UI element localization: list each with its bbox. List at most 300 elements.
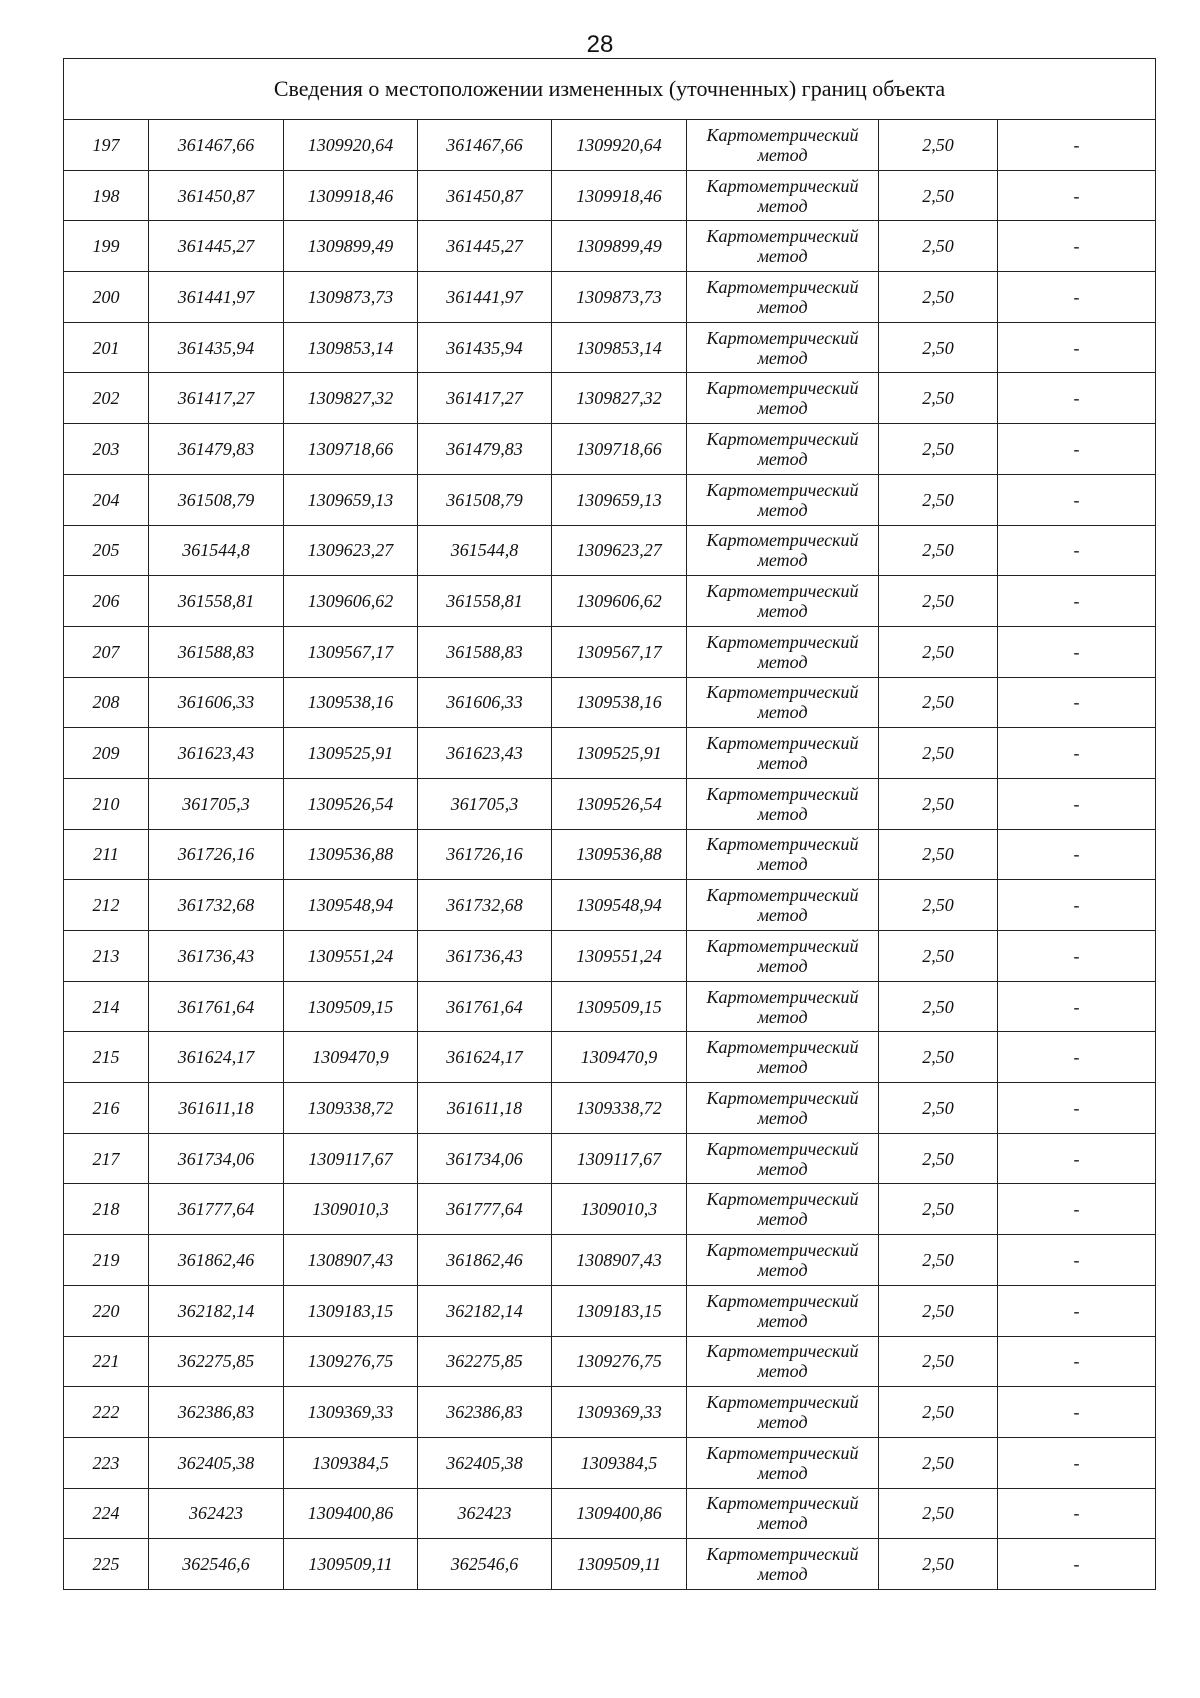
note-cell: -: [998, 221, 1156, 272]
refined-y-cell: 1309538,16: [552, 677, 687, 728]
method-line-1: Картометрический: [706, 327, 859, 348]
existing-x-cell: 361761,64: [149, 981, 284, 1032]
refined-x-cell: 361862,46: [418, 1235, 552, 1286]
accuracy-cell: 2,50: [879, 373, 998, 424]
note-cell: -: [998, 981, 1156, 1032]
method-line-2: метод: [757, 195, 808, 216]
method-cell: [687, 1285, 879, 1336]
method-line-2: метод: [757, 1361, 808, 1382]
method-line-1: Картометрический: [706, 682, 859, 703]
method-line-1: Картометрический: [706, 1392, 859, 1413]
method-line-1: Картометрический: [706, 1341, 859, 1362]
existing-x-cell: 361624,17: [149, 1032, 284, 1083]
accuracy-cell: 2,50: [879, 525, 998, 576]
method-cell: [687, 1032, 879, 1083]
table-row: [64, 1285, 1156, 1336]
point-number-cell: 216: [64, 1083, 149, 1134]
point-number-cell: 221: [64, 1336, 149, 1387]
point-number-cell: 205: [64, 525, 149, 576]
note-cell: -: [998, 373, 1156, 424]
existing-x-cell: 361726,16: [149, 829, 284, 880]
existing-y-cell: 1308907,43: [284, 1235, 418, 1286]
refined-y-cell: 1309470,9: [552, 1032, 687, 1083]
method-line-2: метод: [757, 550, 808, 571]
point-number-cell: 213: [64, 931, 149, 982]
existing-y-cell: 1309338,72: [284, 1083, 418, 1134]
existing-y-cell: 1309526,54: [284, 778, 418, 829]
existing-x-cell: 361450,87: [149, 170, 284, 221]
page-number: 28: [586, 31, 614, 58]
method-line-2: метод: [757, 905, 808, 926]
method-cell: [687, 1083, 879, 1134]
note-cell: -: [998, 1437, 1156, 1488]
refined-y-cell: 1309920,64: [552, 120, 687, 171]
method-line-1: Картометрический: [706, 428, 859, 449]
refined-y-cell: 1309548,94: [552, 880, 687, 931]
point-number-cell: 198: [64, 170, 149, 221]
existing-y-cell: 1309470,9: [284, 1032, 418, 1083]
method-line-1: Картометрический: [706, 530, 859, 551]
accuracy-cell: 2,50: [879, 1133, 998, 1184]
method-cell: [687, 728, 879, 779]
refined-x-cell: 361726,16: [418, 829, 552, 880]
refined-x-cell: 362405,38: [418, 1437, 552, 1488]
method-line-2: метод: [757, 702, 808, 723]
point-number-cell: 200: [64, 272, 149, 323]
existing-x-cell: 361435,94: [149, 322, 284, 373]
existing-x-cell: 361588,83: [149, 626, 284, 677]
method-line-1: Картометрический: [706, 175, 859, 196]
refined-x-cell: 361606,33: [418, 677, 552, 728]
note-cell: -: [998, 576, 1156, 627]
table-row: [64, 525, 1156, 576]
refined-x-cell: 361435,94: [418, 322, 552, 373]
table-row: [64, 120, 1156, 171]
table-row: [64, 1032, 1156, 1083]
method-line-2: метод: [757, 1412, 808, 1433]
accuracy-cell: 2,50: [879, 677, 998, 728]
refined-y-cell: 1309659,13: [552, 474, 687, 525]
point-number-cell: 211: [64, 829, 149, 880]
method-cell: [687, 322, 879, 373]
accuracy-cell: 2,50: [879, 576, 998, 627]
existing-y-cell: 1309873,73: [284, 272, 418, 323]
existing-x-cell: 361862,46: [149, 1235, 284, 1286]
method-line-1: Картометрический: [706, 1493, 859, 1514]
point-number-cell: 219: [64, 1235, 149, 1286]
method-line-1: Картометрический: [706, 1290, 859, 1311]
method-cell: [687, 931, 879, 982]
refined-x-cell: 361450,87: [418, 170, 552, 221]
note-cell: -: [998, 474, 1156, 525]
method-line-2: метод: [757, 1564, 808, 1585]
accuracy-cell: 2,50: [879, 1184, 998, 1235]
accuracy-cell: 2,50: [879, 728, 998, 779]
method-cell: [687, 576, 879, 627]
refined-y-cell: 1309010,3: [552, 1184, 687, 1235]
method-line-2: метод: [757, 347, 808, 368]
accuracy-cell: 2,50: [879, 120, 998, 171]
table-row: [64, 1539, 1156, 1590]
existing-y-cell: 1309183,15: [284, 1285, 418, 1336]
refined-y-cell: 1309338,72: [552, 1083, 687, 1134]
refined-y-cell: 1309117,67: [552, 1133, 687, 1184]
accuracy-cell: 2,50: [879, 1387, 998, 1438]
existing-x-cell: 361544,8: [149, 525, 284, 576]
note-cell: -: [998, 272, 1156, 323]
table-row: [64, 272, 1156, 323]
note-cell: -: [998, 778, 1156, 829]
existing-y-cell: 1309920,64: [284, 120, 418, 171]
accuracy-cell: 2,50: [879, 1336, 998, 1387]
accuracy-cell: 2,50: [879, 880, 998, 931]
method-cell: [687, 1437, 879, 1488]
table-row: [64, 677, 1156, 728]
accuracy-cell: 2,50: [879, 1235, 998, 1286]
point-number-cell: 215: [64, 1032, 149, 1083]
refined-y-cell: 1309567,17: [552, 626, 687, 677]
refined-y-cell: 1308907,43: [552, 1235, 687, 1286]
refined-x-cell: 361558,81: [418, 576, 552, 627]
existing-y-cell: 1309899,49: [284, 221, 418, 272]
accuracy-cell: 2,50: [879, 1285, 998, 1336]
point-number-cell: 224: [64, 1488, 149, 1539]
method-cell: [687, 1235, 879, 1286]
method-line-2: метод: [757, 601, 808, 622]
note-cell: -: [998, 728, 1156, 779]
refined-y-cell: 1309536,88: [552, 829, 687, 880]
method-line-1: Картометрический: [706, 986, 859, 1007]
method-cell: [687, 1488, 879, 1539]
method-line-2: метод: [757, 955, 808, 976]
method-cell: [687, 424, 879, 475]
accuracy-cell: 2,50: [879, 626, 998, 677]
note-cell: -: [998, 677, 1156, 728]
refined-x-cell: 361734,06: [418, 1133, 552, 1184]
existing-x-cell: 362423: [149, 1488, 284, 1539]
note-cell: -: [998, 1336, 1156, 1387]
refined-x-cell: 362275,85: [418, 1336, 552, 1387]
accuracy-cell: 2,50: [879, 170, 998, 221]
note-cell: -: [998, 120, 1156, 171]
refined-x-cell: 362182,14: [418, 1285, 552, 1336]
note-cell: -: [998, 1387, 1156, 1438]
method-line-1: Картометрический: [706, 935, 859, 956]
note-cell: -: [998, 1235, 1156, 1286]
method-cell: [687, 1133, 879, 1184]
accuracy-cell: 2,50: [879, 221, 998, 272]
existing-y-cell: 1309010,3: [284, 1184, 418, 1235]
table-row: [64, 1336, 1156, 1387]
method-line-2: метод: [757, 1462, 808, 1483]
method-line-2: метод: [757, 1057, 808, 1078]
note-cell: -: [998, 1488, 1156, 1539]
table-title: Сведения о местоположении измененных (уточненных) границ объекта: [64, 59, 1156, 120]
refined-y-cell: 1309384,5: [552, 1437, 687, 1488]
table-row: [64, 880, 1156, 931]
table-row: [64, 1437, 1156, 1488]
point-number-cell: 214: [64, 981, 149, 1032]
refined-y-cell: 1309369,33: [552, 1387, 687, 1438]
accuracy-cell: 2,50: [879, 322, 998, 373]
refined-y-cell: 1309899,49: [552, 221, 687, 272]
table-row: [64, 576, 1156, 627]
existing-y-cell: 1309918,46: [284, 170, 418, 221]
existing-y-cell: 1309369,33: [284, 1387, 418, 1438]
accuracy-cell: 2,50: [879, 1032, 998, 1083]
table-row: [64, 829, 1156, 880]
method-line-1: Картометрический: [706, 834, 859, 855]
note-cell: -: [998, 626, 1156, 677]
refined-x-cell: 361736,43: [418, 931, 552, 982]
refined-y-cell: 1309718,66: [552, 424, 687, 475]
method-cell: [687, 1336, 879, 1387]
existing-x-cell: 361558,81: [149, 576, 284, 627]
existing-x-cell: 361734,06: [149, 1133, 284, 1184]
refined-x-cell: 361508,79: [418, 474, 552, 525]
refined-x-cell: 361445,27: [418, 221, 552, 272]
existing-y-cell: 1309623,27: [284, 525, 418, 576]
accuracy-cell: 2,50: [879, 778, 998, 829]
existing-y-cell: 1309606,62: [284, 576, 418, 627]
existing-y-cell: 1309384,5: [284, 1437, 418, 1488]
refined-x-cell: 361624,17: [418, 1032, 552, 1083]
point-number-cell: 218: [64, 1184, 149, 1235]
refined-y-cell: 1309873,73: [552, 272, 687, 323]
point-number-cell: 209: [64, 728, 149, 779]
note-cell: -: [998, 931, 1156, 982]
refined-x-cell: 361623,43: [418, 728, 552, 779]
method-line-2: метод: [757, 651, 808, 672]
note-cell: -: [998, 1539, 1156, 1590]
method-line-2: метод: [757, 1209, 808, 1230]
point-number-cell: 201: [64, 322, 149, 373]
method-cell: [687, 677, 879, 728]
method-line-1: Картометрический: [706, 1087, 859, 1108]
table-row: [64, 1133, 1156, 1184]
existing-y-cell: 1309853,14: [284, 322, 418, 373]
point-number-cell: 208: [64, 677, 149, 728]
existing-y-cell: 1309509,11: [284, 1539, 418, 1590]
method-line-2: метод: [757, 1158, 808, 1179]
accuracy-cell: 2,50: [879, 272, 998, 323]
method-cell: [687, 474, 879, 525]
method-line-1: Картометрический: [706, 581, 859, 602]
accuracy-cell: 2,50: [879, 1437, 998, 1488]
existing-y-cell: 1309551,24: [284, 931, 418, 982]
method-cell: [687, 170, 879, 221]
existing-y-cell: 1309567,17: [284, 626, 418, 677]
existing-y-cell: 1309548,94: [284, 880, 418, 931]
method-cell: [687, 272, 879, 323]
table-row: [64, 221, 1156, 272]
existing-y-cell: 1309827,32: [284, 373, 418, 424]
existing-y-cell: 1309538,16: [284, 677, 418, 728]
refined-y-cell: 1309400,86: [552, 1488, 687, 1539]
refined-x-cell: 361588,83: [418, 626, 552, 677]
note-cell: -: [998, 170, 1156, 221]
method-cell: [687, 981, 879, 1032]
existing-x-cell: 361705,3: [149, 778, 284, 829]
refined-x-cell: 361611,18: [418, 1083, 552, 1134]
point-number-cell: 206: [64, 576, 149, 627]
refined-y-cell: 1309853,14: [552, 322, 687, 373]
method-cell: [687, 120, 879, 171]
point-number-cell: 204: [64, 474, 149, 525]
note-cell: -: [998, 322, 1156, 373]
method-line-2: метод: [757, 803, 808, 824]
existing-y-cell: 1309525,91: [284, 728, 418, 779]
refined-y-cell: 1309827,32: [552, 373, 687, 424]
method-cell: [687, 221, 879, 272]
refined-x-cell: 361777,64: [418, 1184, 552, 1235]
table-row: [64, 474, 1156, 525]
accuracy-cell: 2,50: [879, 981, 998, 1032]
accuracy-cell: 2,50: [879, 931, 998, 982]
accuracy-cell: 2,50: [879, 1083, 998, 1134]
refined-y-cell: 1309526,54: [552, 778, 687, 829]
table-row: [64, 626, 1156, 677]
refined-y-cell: 1309623,27: [552, 525, 687, 576]
accuracy-cell: 2,50: [879, 1488, 998, 1539]
existing-x-cell: 361467,66: [149, 120, 284, 171]
existing-x-cell: 362182,14: [149, 1285, 284, 1336]
method-line-1: Картометрический: [706, 783, 859, 804]
accuracy-cell: 2,50: [879, 1539, 998, 1590]
refined-x-cell: 361479,83: [418, 424, 552, 475]
existing-x-cell: 361479,83: [149, 424, 284, 475]
method-line-1: Картометрический: [706, 1442, 859, 1463]
method-line-1: Картометрический: [706, 1189, 859, 1210]
existing-x-cell: 361732,68: [149, 880, 284, 931]
refined-y-cell: 1309551,24: [552, 931, 687, 982]
point-number-cell: 202: [64, 373, 149, 424]
method-line-2: метод: [757, 1006, 808, 1027]
table-row: [64, 931, 1156, 982]
existing-x-cell: 361441,97: [149, 272, 284, 323]
table-row: [64, 1387, 1156, 1438]
method-line-2: метод: [757, 753, 808, 774]
existing-y-cell: 1309400,86: [284, 1488, 418, 1539]
accuracy-cell: 2,50: [879, 474, 998, 525]
refined-x-cell: 362386,83: [418, 1387, 552, 1438]
method-line-2: метод: [757, 296, 808, 317]
existing-x-cell: 361445,27: [149, 221, 284, 272]
method-line-2: метод: [757, 499, 808, 520]
point-number-cell: 210: [64, 778, 149, 829]
existing-x-cell: 361777,64: [149, 1184, 284, 1235]
method-line-1: Картометрический: [706, 885, 859, 906]
method-line-2: метод: [757, 144, 808, 165]
existing-x-cell: 362386,83: [149, 1387, 284, 1438]
existing-y-cell: 1309509,15: [284, 981, 418, 1032]
note-cell: -: [998, 1285, 1156, 1336]
table-row: [64, 981, 1156, 1032]
table-row: [64, 373, 1156, 424]
point-number-cell: 220: [64, 1285, 149, 1336]
refined-x-cell: 362423: [418, 1488, 552, 1539]
method-line-1: Картометрический: [706, 479, 859, 500]
note-cell: -: [998, 1032, 1156, 1083]
existing-x-cell: 361623,43: [149, 728, 284, 779]
point-number-cell: 223: [64, 1437, 149, 1488]
method-cell: [687, 880, 879, 931]
note-cell: -: [998, 1133, 1156, 1184]
method-line-2: метод: [757, 1259, 808, 1280]
method-cell: [687, 373, 879, 424]
table-row: [64, 424, 1156, 475]
table-row: [64, 322, 1156, 373]
method-line-1: Картометрический: [706, 276, 859, 297]
table-row: [64, 1235, 1156, 1286]
existing-y-cell: 1309536,88: [284, 829, 418, 880]
note-cell: -: [998, 1083, 1156, 1134]
note-cell: -: [998, 880, 1156, 931]
existing-x-cell: 361417,27: [149, 373, 284, 424]
method-line-1: Картометрический: [706, 1037, 859, 1058]
refined-x-cell: 362546,6: [418, 1539, 552, 1590]
table-row: [64, 1488, 1156, 1539]
existing-x-cell: 361508,79: [149, 474, 284, 525]
point-number-cell: 222: [64, 1387, 149, 1438]
refined-x-cell: 361417,27: [418, 373, 552, 424]
method-line-1: Картометрический: [706, 631, 859, 652]
method-line-1: Картометрический: [706, 1138, 859, 1159]
method-line-2: метод: [757, 1310, 808, 1331]
refined-y-cell: 1309606,62: [552, 576, 687, 627]
refined-y-cell: 1309509,11: [552, 1539, 687, 1590]
note-cell: -: [998, 424, 1156, 475]
existing-x-cell: 361606,33: [149, 677, 284, 728]
point-number-cell: 203: [64, 424, 149, 475]
existing-x-cell: 361736,43: [149, 931, 284, 982]
existing-y-cell: 1309276,75: [284, 1336, 418, 1387]
refined-x-cell: 361441,97: [418, 272, 552, 323]
method-line-2: метод: [757, 1107, 808, 1128]
point-number-cell: 199: [64, 221, 149, 272]
method-line-1: Картометрический: [706, 733, 859, 754]
point-number-cell: 217: [64, 1133, 149, 1184]
refined-y-cell: 1309509,15: [552, 981, 687, 1032]
point-number-cell: 197: [64, 120, 149, 171]
refined-x-cell: 361732,68: [418, 880, 552, 931]
existing-x-cell: 362405,38: [149, 1437, 284, 1488]
point-number-cell: 212: [64, 880, 149, 931]
table-row: [64, 1184, 1156, 1235]
method-cell: [687, 1539, 879, 1590]
refined-y-cell: 1309276,75: [552, 1336, 687, 1387]
refined-x-cell: 361467,66: [418, 120, 552, 171]
refined-y-cell: 1309918,46: [552, 170, 687, 221]
table-row: [64, 728, 1156, 779]
method-line-1: Картометрический: [706, 124, 859, 145]
method-cell: [687, 626, 879, 677]
refined-x-cell: 361705,3: [418, 778, 552, 829]
refined-y-cell: 1309183,15: [552, 1285, 687, 1336]
table-row: [64, 1083, 1156, 1134]
accuracy-cell: 2,50: [879, 424, 998, 475]
method-line-1: Картометрический: [706, 226, 859, 247]
existing-x-cell: 362275,85: [149, 1336, 284, 1387]
existing-y-cell: 1309718,66: [284, 424, 418, 475]
refined-y-cell: 1309525,91: [552, 728, 687, 779]
method-cell: [687, 778, 879, 829]
method-line-2: метод: [757, 398, 808, 419]
method-line-1: Картометрический: [706, 378, 859, 399]
method-cell: [687, 829, 879, 880]
method-line-2: метод: [757, 448, 808, 469]
existing-y-cell: 1309659,13: [284, 474, 418, 525]
